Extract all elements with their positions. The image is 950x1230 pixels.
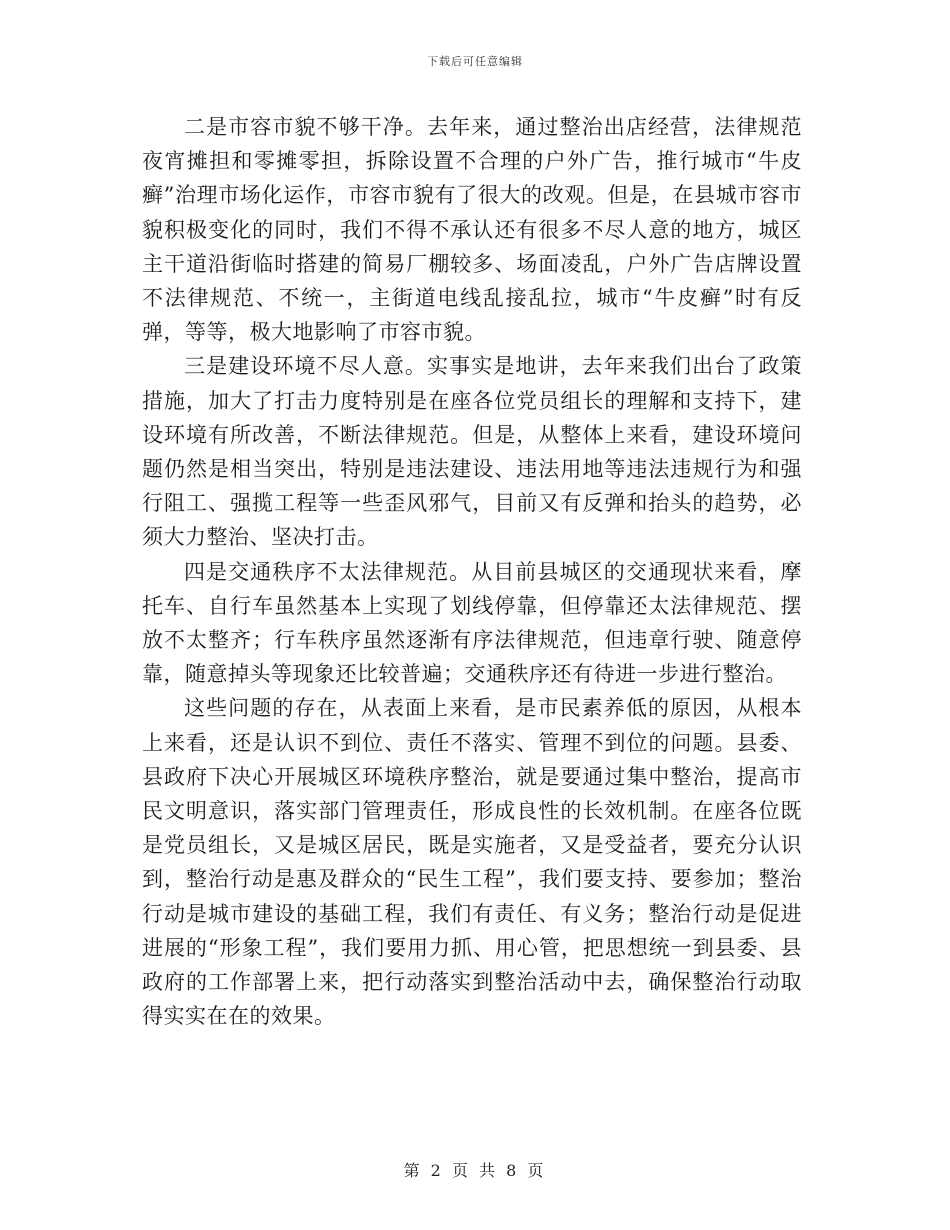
page-header-note: 下载后可任意编辑 <box>427 55 523 68</box>
document-body <box>142 110 802 1033</box>
paragraph-construction-environment: 三是建设环境不尽人意。实事实是地讲，去年来我们出台了政策措施，加大了打击力度特别是在座各位党员组长的理解和支持下，建设环境有所改善，不断法律规范。但是，从整体上来看，建设环境问题仍然是相当突出，特别是违法建设、违法用地等违法违规行为和强行阻工、强揽工程等一些歪风邪气，目前又有反弹和抬头的趋势，必须大力整治、坚决打击。 <box>142 354 802 550</box>
paragraph-traffic-order: 四是交通秩序不太法律规范。从目前县城区的交通现状来看，摩托车、自行车虽然基本上实现了划线停靠，但停靠还太法律规范、摆放不太整齐；行车秩序虽然逐渐有序法律规范，但违章行驶、随意停靠，随意掉头等现象还比较普遍；交通秩序还有待进一步进行整治。 <box>142 559 802 687</box>
paragraph-market-appearance: 二是市容市貌不够干净。去年来，通过整治出店经营，法律规范夜宵摊担和零摊零担，拆除设置不合理的户外广告，推行城市“牛皮癣”治理市场化运作，市容市貌有了很大的改观。但是，在县城市容市貌积极变化的同时，我们不得不承认还有很多不尽人意的地方，城区主干道沿街临时搭建的简易厂棚较多、场面凌乱，户外广告店牌设置不法律规范、不统一，主街道电线乱接乱拉，城市“牛皮癣”时有反弹，等等，极大地影响了市容市貌。 <box>142 115 802 345</box>
paragraph-problem-analysis: 这些问题的存在，从表面上来看，是市民素养低的原因，从根本上来看，还是认识不到位、责任不落实、管理不到位的问题。县委、县政府下决心开展城区环境秩序整治，就是要通过集中整治，提高市民文明意识，落实部门管理责任，形成良性的长效机制。在座各位既是党员组长，又是城区居民，既是实施者，又是受益者，要充分认识到，整治行动是惠及群众的“民生工程”，我们要支持、要参加；整治行动是城市建设的基础工程，我们有责任、有义务；整治行动是促进进展的“形象工程”，我们要用力抓、用心管，把思想统一到县委、县政府的工作部署上来，把行动落实到整治活动中去，确保整治行动取得实实在在的效果。 <box>142 696 802 1029</box>
page-number: 第 2 页 共 8 页 <box>403 1161 547 1180</box>
